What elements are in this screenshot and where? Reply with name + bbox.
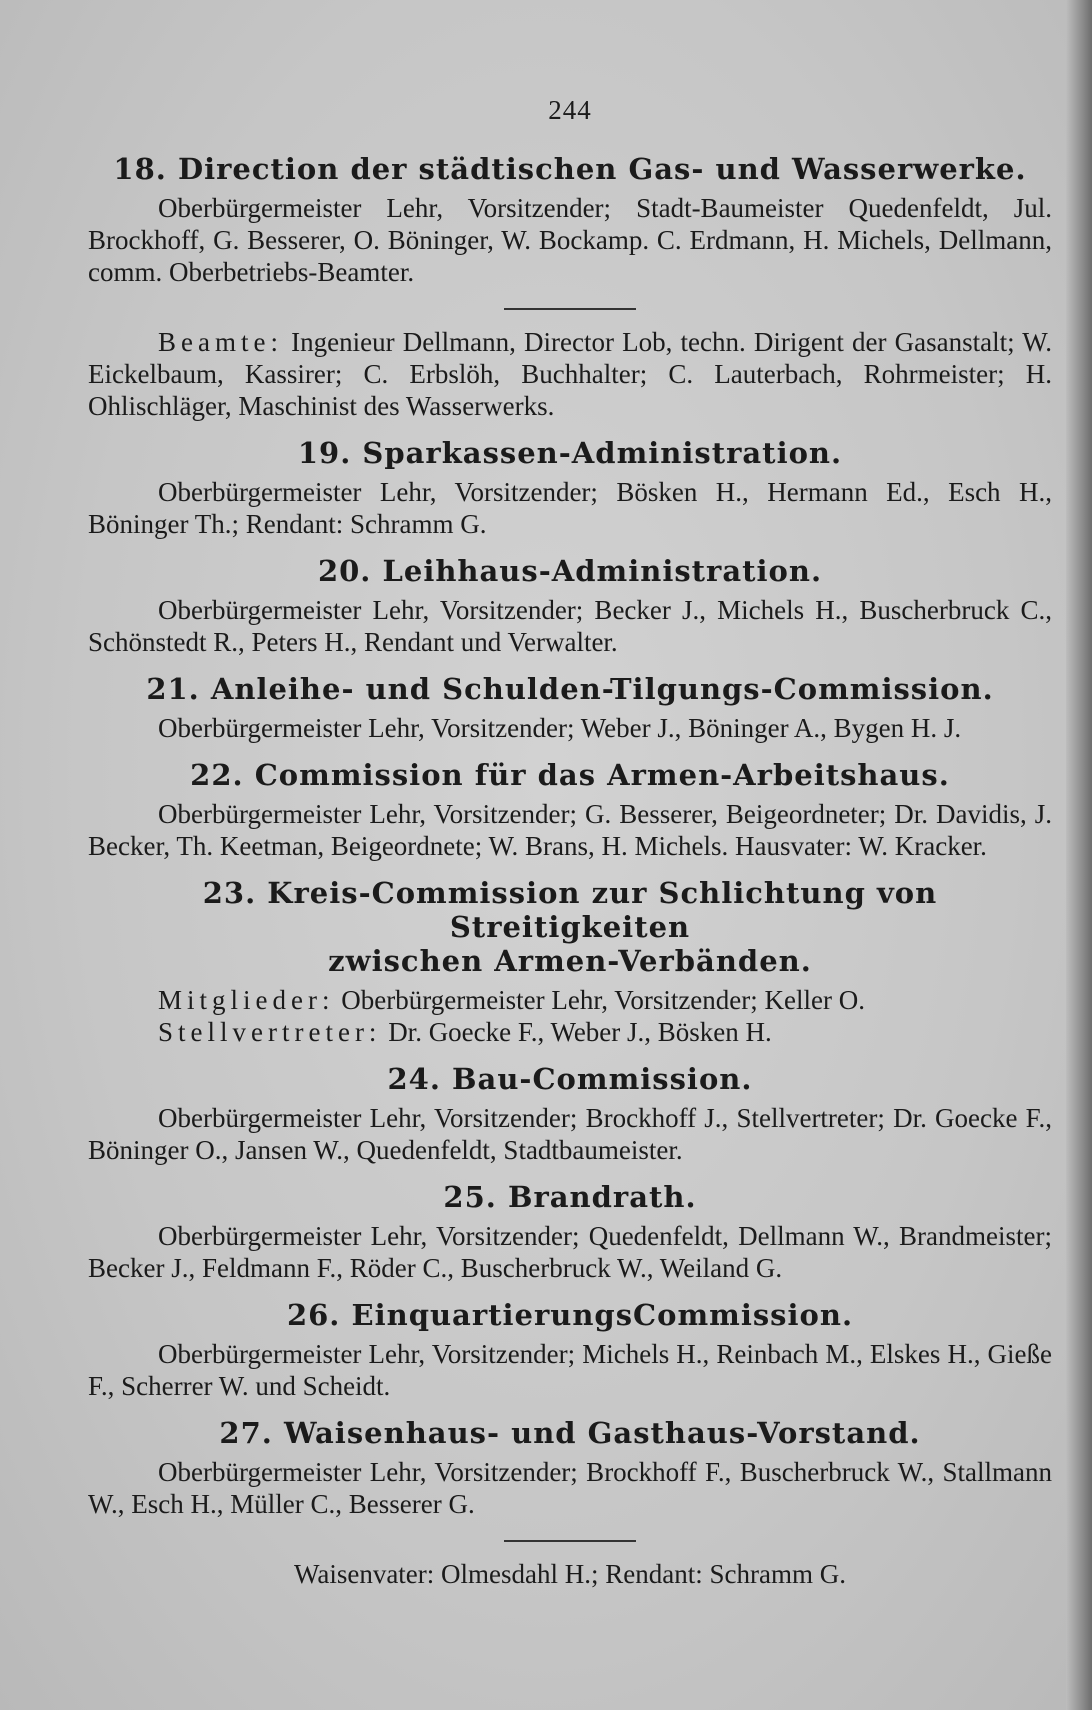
- page-number: 244: [548, 95, 592, 125]
- section-25-text: Oberbürgermeister Lehr, Vorsitzender; Quedenfeldt, Dellmann W., Brandmeister; Becker J., Feldmann F., Röder C., Buscherbruck W., Weiland G.: [88, 1221, 1052, 1283]
- section-21: [88, 672, 1052, 744]
- section-26-text: Oberbürgermeister Lehr, Vorsitzender; Michels H., Reinbach M., Elskes H., Gieße F., Scherrer W. und Scheidt.: [88, 1339, 1052, 1401]
- section-24: [88, 1062, 1052, 1166]
- staff-label: Beamte:: [158, 327, 283, 357]
- section-25: [88, 1180, 1052, 1284]
- staff-text: Ingenieur Dellmann, Director Lob, techn. Dirigent der Gasanstalt; W. Eickelbaum, Kassirer; C. Erbslöh, Buchhalter; C. Lauterbach, Rohrmeister; H. Ohlischläger, Maschinist des Wasserwerks.: [88, 327, 1052, 421]
- section-18: [88, 152, 1052, 422]
- deputies-label: Stellvertreter:: [158, 1017, 382, 1047]
- section-22-text: Oberbürgermeister Lehr, Vorsitzender; G. Besserer, Beigeordneter; Dr. Davidis, J. Becker, Th. Keetman, Beigeordnete; W. Brans, H. Michels. Hausvater: W. Kracker.: [88, 799, 1052, 861]
- section-26: [88, 1298, 1052, 1402]
- section-22: [88, 758, 1052, 862]
- section-18-text: Oberbürgermeister Lehr, Vorsitzender; Stadt-Baumeister Quedenfeldt, Jul. Brockhoff, G. Besserer, O. Böninger, W. Bockamp. C. Erdmann, H. Michels, Dellmann, comm. Oberbetriebs-Beamter.: [88, 193, 1052, 287]
- section-18-staff: [88, 326, 1052, 422]
- section-divider: [504, 1540, 636, 1542]
- section-25-heading: 25. Brandrath.: [443, 1180, 697, 1214]
- book-spine-shadow: [1066, 0, 1092, 1710]
- section-20-text: Oberbürgermeister Lehr, Vorsitzender; Becker J., Michels H., Buscherbruck C., Schönstedt R., Peters H., Rendant und Verwalter.: [88, 595, 1052, 657]
- section-24-text: Oberbürgermeister Lehr, Vorsitzender; Brockhoff J., Stellvertreter; Dr. Goecke F., Böninger O., Jansen W., Quedenfeldt, Stadtbaumeister.: [88, 1103, 1052, 1165]
- section-23-members: [88, 984, 1052, 1016]
- members-label: Mitglieder:: [158, 985, 335, 1015]
- section-20: [88, 554, 1052, 658]
- section-19: [88, 436, 1052, 540]
- section-20-heading: 20. Leihhaus-Administration.: [317, 554, 823, 588]
- section-divider: [504, 308, 636, 310]
- section-23-heading-line1: 23. Kreis-Commission zur Schlichtung von Streitigkeiten: [202, 876, 938, 944]
- section-24-heading: 24. Bau-Commission.: [387, 1062, 753, 1096]
- deputies-text: Dr. Goecke F., Weber J., Bösken H.: [381, 1017, 772, 1047]
- section-23-heading-line2: zwischen Armen-Verbänden.: [328, 944, 812, 978]
- section-19-heading: 19. Sparkassen-Administration.: [297, 436, 843, 470]
- section-19-text: Oberbürgermeister Lehr, Vorsitzender; Bösken H., Hermann Ed., Esch H., Böninger Th.; Rendant: Schramm G.: [88, 477, 1052, 539]
- section-21-text: Oberbürgermeister Lehr, Vorsitzender; Weber J., Böninger A., Bygen H. J.: [158, 713, 962, 743]
- section-23: [88, 876, 1052, 1048]
- section-27: [88, 1416, 1052, 1590]
- section-18-heading: 18. Direction der städtischen Gas- und Wasserwerke.: [113, 152, 1027, 186]
- section-23-deputies: [88, 1016, 1052, 1048]
- section-26-heading: 26. EinquartierungsCommission.: [286, 1298, 854, 1332]
- section-27-footer: Waisenvater: Olmesdahl H.; Rendant: Schramm G.: [294, 1559, 846, 1589]
- section-22-heading: 22. Commission für das Armen-Arbeitshaus.: [190, 758, 950, 792]
- members-text: Oberbürgermeister Lehr, Vorsitzender; Keller O.: [334, 985, 865, 1015]
- section-27-text: Oberbürgermeister Lehr, Vorsitzender; Brockhoff F., Buscherbruck W., Stallmann W., Esch H., Müller C., Besserer G.: [88, 1457, 1052, 1519]
- section-27-heading: 27. Waisenhaus- und Gasthaus-Vorstand.: [219, 1416, 921, 1450]
- section-21-heading: 21. Anleihe- und Schulden-Tilgungs-Commission.: [146, 672, 994, 706]
- page-content: [88, 95, 1052, 1590]
